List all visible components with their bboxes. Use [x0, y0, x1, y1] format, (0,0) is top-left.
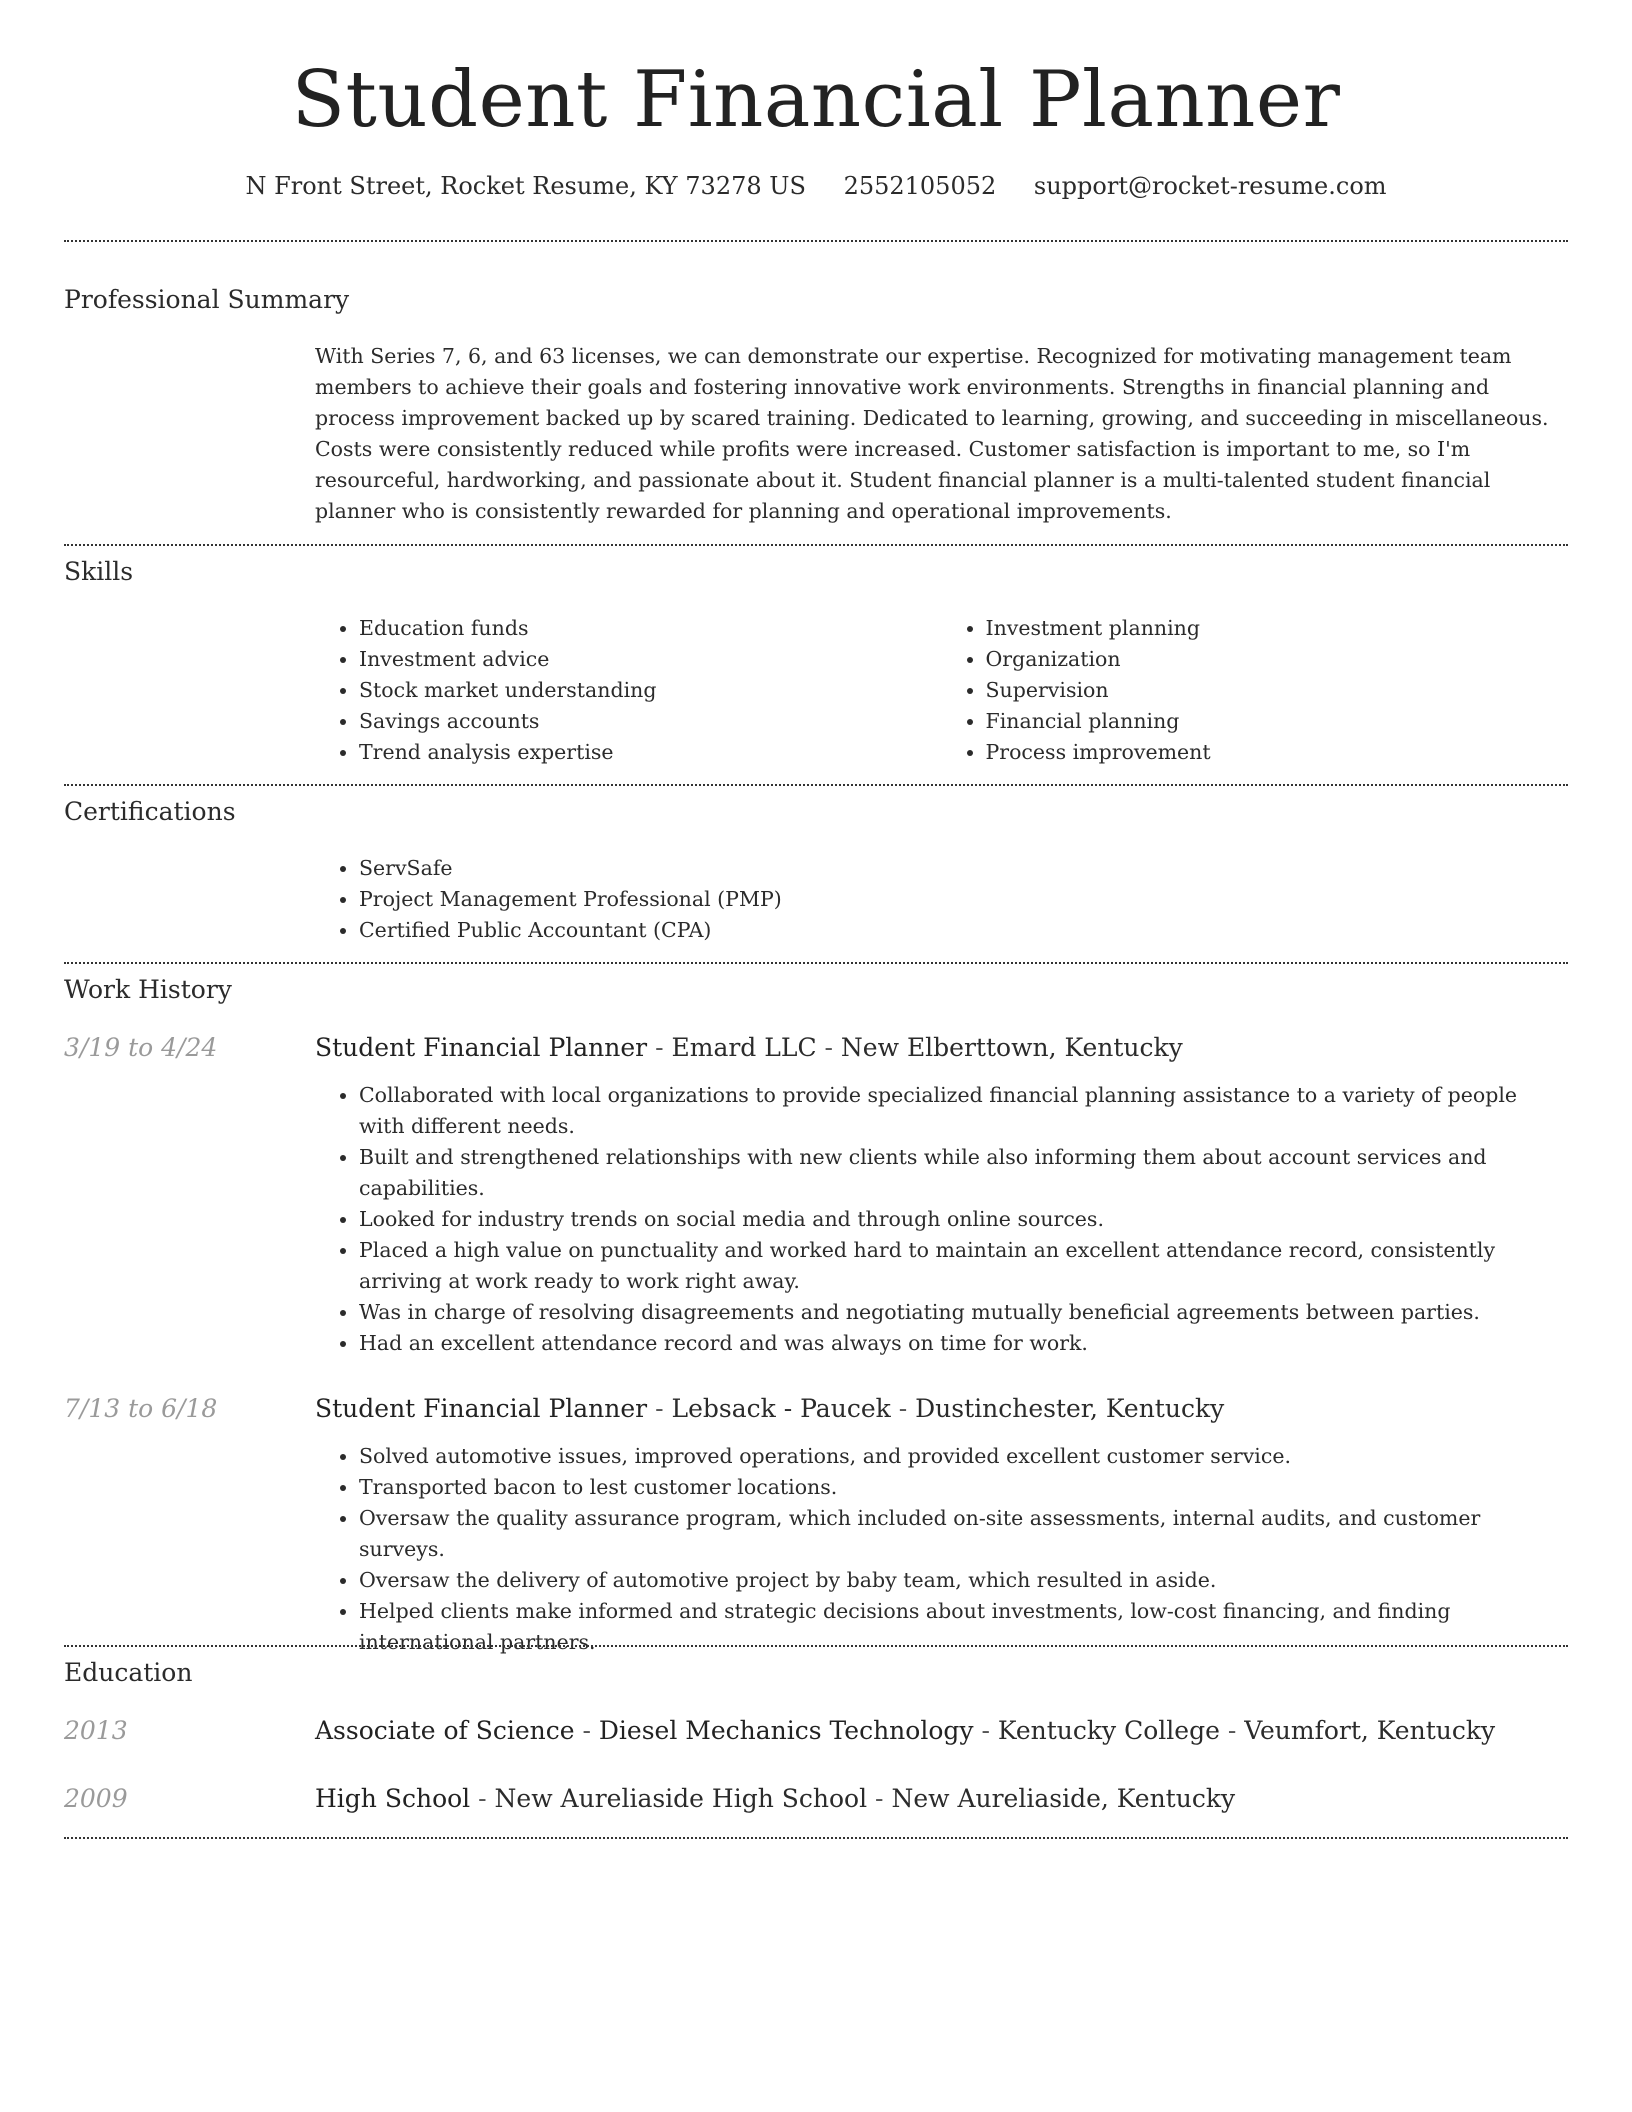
job-bullets	[315, 1080, 1568, 1359]
job-title	[315, 1393, 1568, 1425]
skill-item: • Investment advice	[359, 644, 942, 675]
job-company: Emard LLC	[671, 1033, 817, 1062]
skill-item: • Investment planning	[986, 613, 1569, 644]
title-separator: -	[647, 1033, 672, 1062]
education-school: Kentucky College	[997, 1716, 1220, 1745]
job-bullet: • Helped clients make informed and strategic decisions about investments, low-cost financing, and finding international partners.	[359, 1596, 1568, 1658]
job-role: Student Financial Planner	[315, 1394, 648, 1423]
job-bullet: • Built and strengthened relationships with new clients while also informing them about account services and capabilities.	[359, 1142, 1568, 1204]
section-divider	[64, 544, 1568, 546]
education-entry	[315, 1715, 1568, 1747]
certification-item: • ServSafe	[359, 853, 1568, 884]
job-entry	[315, 1032, 1568, 1359]
skills-list-left	[315, 613, 942, 768]
job-entry	[315, 1393, 1568, 1658]
section-title-summary: Professional Summary	[64, 285, 350, 314]
education-degree: High School	[315, 1784, 471, 1813]
contact-line	[64, 170, 1568, 202]
education-school: New Aureliaside High School	[494, 1784, 868, 1813]
skills-column	[315, 613, 1568, 768]
education-location: New Aureliaside, Kentucky	[891, 1784, 1236, 1813]
education-title	[315, 1715, 1568, 1747]
skills-list-right	[942, 613, 1569, 768]
contact-email: support@rocket-resume.com	[1033, 172, 1387, 200]
education-year: 2013	[64, 1716, 128, 1745]
resume-page	[64, 0, 1568, 1813]
job-company: Lebsack - Paucek	[671, 1394, 891, 1423]
title-separator: -	[890, 1394, 916, 1423]
job-bullet: • Looked for industry trends on social media and through online sources.	[359, 1204, 1568, 1235]
section-divider	[64, 1837, 1568, 1839]
contact-phone: 2552105052	[843, 172, 997, 200]
skills-list	[315, 613, 1568, 768]
title-separator: -	[973, 1716, 998, 1745]
section-divider	[64, 1645, 1568, 1647]
certification-item: • Certified Public Accountant (CPA)	[359, 915, 1568, 946]
section-title-certifications: Certifications	[64, 797, 236, 826]
section-divider	[64, 962, 1568, 964]
section-title-skills: Skills	[64, 557, 134, 586]
job-bullet: • Collaborated with local organizations to provide specialized financial planning assistance to a variety of people with different needs.	[359, 1080, 1568, 1142]
job-dates: 3/19 to 4/24	[64, 1033, 218, 1062]
skill-item: • Financial planning	[986, 706, 1569, 737]
job-location: Dustinchester, Kentucky	[915, 1394, 1225, 1423]
education-title	[315, 1783, 1568, 1815]
skill-item: • Stock market understanding	[359, 675, 942, 706]
job-dates: 7/13 to 6/18	[64, 1394, 218, 1423]
title-separator: -	[867, 1784, 892, 1813]
section-divider	[64, 240, 1568, 242]
title-separator: -	[574, 1716, 599, 1745]
education-field: Diesel Mechanics Technology	[598, 1716, 974, 1745]
education-entry	[315, 1783, 1568, 1815]
section-title-education: Education	[64, 1658, 193, 1687]
job-location: New Elberttown, Kentucky	[840, 1033, 1183, 1062]
skill-item: • Trend analysis expertise	[359, 737, 942, 768]
contact-address: N Front Street, Rocket Resume, KY 73278 US	[245, 172, 806, 200]
skill-item: • Process improvement	[986, 737, 1569, 768]
job-bullet: • Solved automotive issues, improved operations, and provided excellent customer service.	[359, 1441, 1568, 1472]
section-divider	[64, 784, 1568, 786]
skill-item: • Organization	[986, 644, 1569, 675]
education-location: Veumfort, Kentucky	[1244, 1716, 1496, 1745]
section-title-work: Work History	[64, 975, 232, 1004]
job-bullet: • Had an excellent attendance record and was always on time for work.	[359, 1328, 1568, 1359]
skill-item: • Education funds	[359, 613, 942, 644]
summary-text: With Series 7, 6, and 63 licenses, we can demonstrate our expertise. Recognized for motivating management team members to achieve their goals and fostering innovative work environments. Strengths in financial planning and process improvement backed up by scared training. Dedicated to learning, growing, and succeeding in miscellaneous. Costs were consistently reduced while profits were increased. Customer satisfaction is important to me, so I'm resourceful, hardworking, and passionate about it. Student financial planner is a multi-talented student financial planner who is consistently rewarded for planning and operational improvements.	[315, 344, 1549, 523]
certifications-list	[315, 853, 1568, 946]
job-bullets	[315, 1441, 1568, 1658]
job-bullet: • Placed a high value on punctuality and worked hard to maintain an excellent attendance record, consistently arriving at work ready to work right away.	[359, 1235, 1568, 1297]
title-separator: -	[470, 1784, 495, 1813]
education-degree: Associate of Science	[315, 1716, 575, 1745]
resume-name: Student Financial Planner	[291, 55, 1341, 145]
job-bullet: • Transported bacon to lest customer locations.	[359, 1472, 1568, 1503]
summary-column	[315, 341, 1568, 527]
skill-item: • Savings accounts	[359, 706, 942, 737]
certification-item: • Project Management Professional (PMP)	[359, 884, 1568, 915]
title-separator: -	[1219, 1716, 1245, 1745]
title-separator: -	[816, 1033, 841, 1062]
job-bullet: • Was in charge of resolving disagreements and negotiating mutually beneficial agreements between parties.	[359, 1297, 1568, 1328]
education-year: 2009	[64, 1784, 128, 1813]
title-separator: -	[647, 1394, 672, 1423]
skill-item: • Supervision	[986, 675, 1569, 706]
job-bullet: • Oversaw the delivery of automotive project by baby team, which resulted in aside.	[359, 1565, 1568, 1596]
job-title	[315, 1032, 1568, 1064]
certifications-column	[315, 853, 1568, 946]
job-role: Student Financial Planner	[315, 1033, 648, 1062]
job-bullet: • Oversaw the quality assurance program, which included on-site assessments, internal audits, and customer surveys.	[359, 1503, 1568, 1565]
